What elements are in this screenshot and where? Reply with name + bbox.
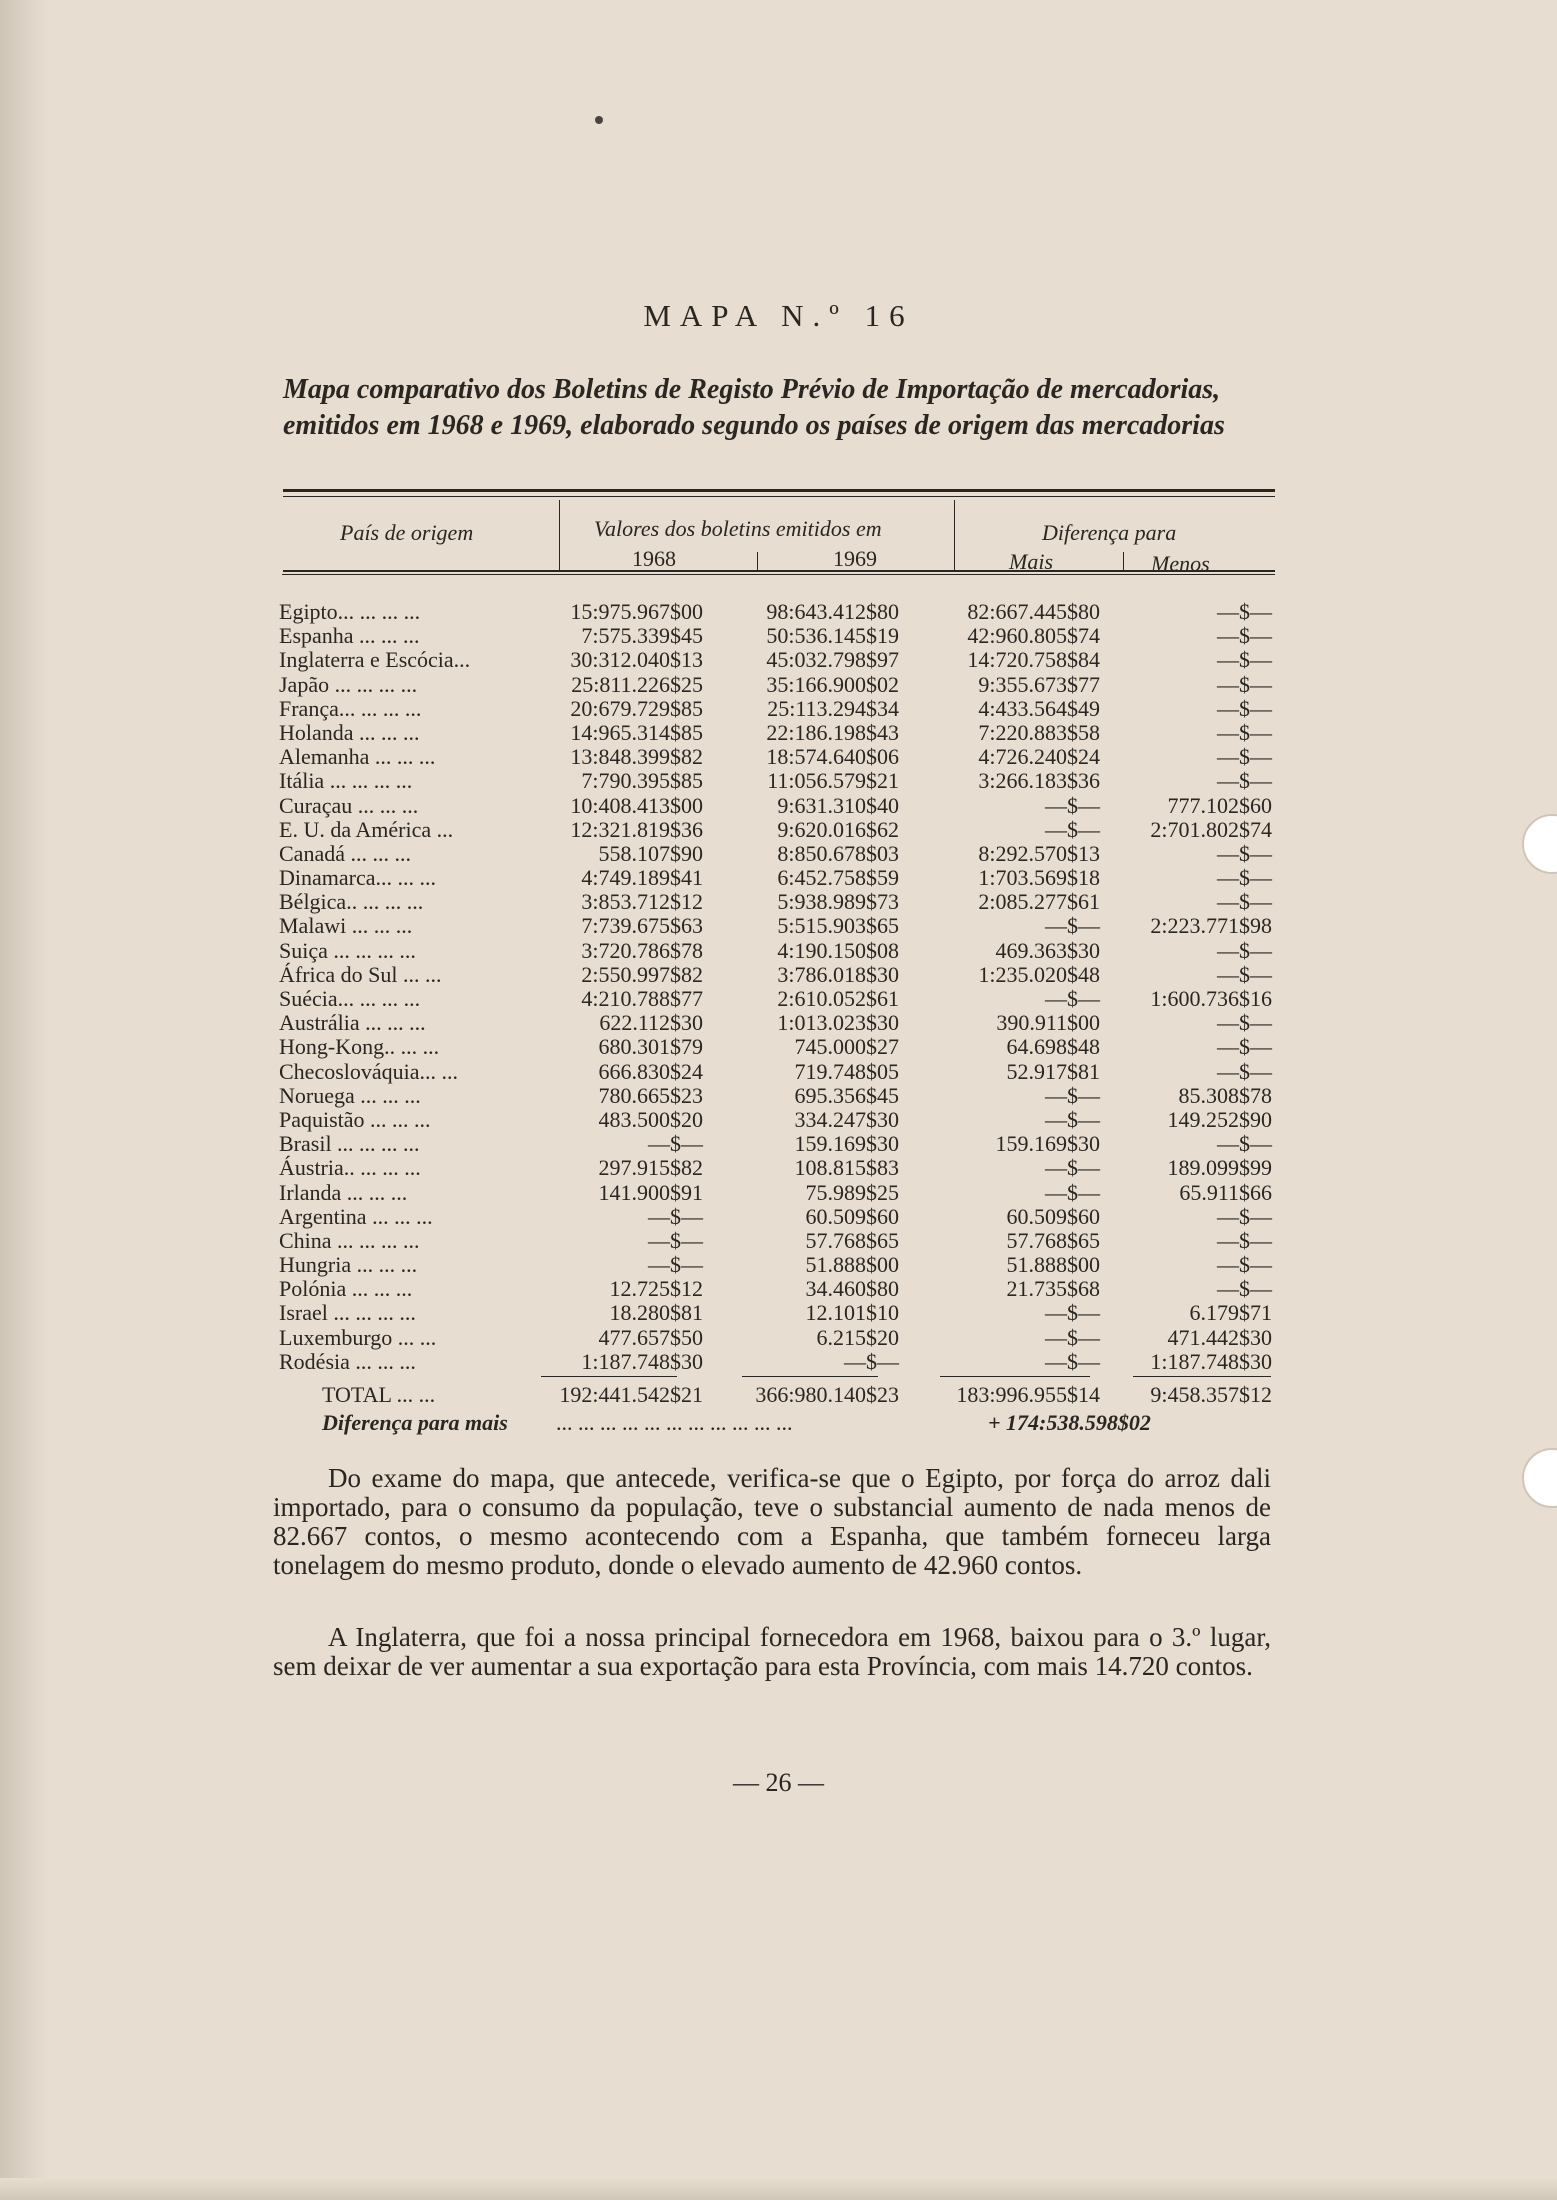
header-mais: Mais (1009, 549, 1053, 574)
value-1969-cell: 4:190.150$08 (777, 937, 899, 963)
total-1969: 366:980.140$23 (755, 1382, 899, 1407)
value-1969-cell: 18:574.640$06 (766, 744, 899, 770)
value-1968-cell: 477.657$50 (598, 1324, 703, 1350)
country-cell: China ... ... ... ... (279, 1227, 420, 1253)
country-cell: Holanda ... ... ... (279, 719, 420, 745)
diff-mais-cell: 42:960.805$74 (967, 623, 1100, 649)
total-mais: 183:996.955$14 (956, 1382, 1100, 1407)
diff-mais-cell: —$— (1045, 1300, 1100, 1326)
diff-menos-cell: 2:223.771$98 (1150, 913, 1272, 939)
value-1968-cell: 25:811.226$25 (571, 671, 703, 697)
diff-mais-cell: 390.911$00 (996, 1010, 1100, 1036)
country-cell: Japão ... ... ... ... (279, 671, 418, 697)
diff-mais-cell: —$— (1045, 913, 1100, 939)
country-cell: Irlanda ... ... ... (279, 1179, 408, 1205)
value-1969-cell: 51.888$00 (805, 1252, 899, 1278)
diff-menos-cell: —$— (1217, 768, 1272, 794)
country-cell: Rodésia ... ... ... (279, 1348, 416, 1374)
value-1968-cell: 4:749.189$41 (581, 865, 703, 891)
diff-menos-cell: 471.442$30 (1167, 1324, 1272, 1350)
diff-mais-cell: —$— (1045, 1324, 1100, 1350)
value-1968-cell: 12.725$12 (609, 1276, 703, 1302)
country-cell: Israel ... ... ... ... (279, 1300, 416, 1326)
value-1969-cell: 108.815$83 (794, 1155, 899, 1181)
diff-menos-cell: —$— (1217, 1252, 1272, 1278)
table-row (0, 624, 1557, 648)
total-rule-mais (940, 1376, 1090, 1377)
diff-menos-cell: 65.911$66 (1179, 1179, 1272, 1205)
header-vrule-years (757, 552, 758, 570)
value-1968-cell: 558.107$90 (598, 840, 703, 866)
country-cell: Luxemburgo ... ... (279, 1324, 437, 1350)
diff-mais-cell: 469.363$30 (995, 937, 1100, 963)
value-1969-cell: 5:515.903$65 (777, 913, 899, 939)
value-1968-cell: 12:321.819$36 (570, 816, 703, 842)
diff-mais-cell: 1:235.020$48 (978, 961, 1100, 987)
value-1969-cell: 25:113.294$34 (767, 695, 899, 721)
country-cell: Checoslováquia... ... (279, 1058, 459, 1084)
table-subtitle: Mapa comparativo dos Boletins de Registo Prévio de Importação de mercadorias, emitidos em 1968 e 1969, elaborado segundo os países de origem das mercadorias (283, 374, 1225, 441)
diff-menos-cell: —$— (1217, 695, 1272, 721)
header-menos: Menos (1151, 551, 1210, 576)
value-1968-cell: —$— (648, 1227, 703, 1253)
difference-label: Diferença para mais (322, 1410, 508, 1435)
country-cell: França... ... ... ... (279, 695, 422, 721)
value-1968-cell: 7:575.339$45 (581, 623, 703, 649)
ink-dot (595, 116, 603, 124)
diff-menos-cell: —$— (1217, 623, 1272, 649)
value-1968-cell: 4:210.788$77 (581, 986, 703, 1011)
country-cell: Suécia... ... ... ... (279, 986, 421, 1011)
value-1968-cell: 780.665$23 (598, 1082, 703, 1108)
table-row (0, 673, 1557, 697)
value-1968-cell: 2:550.997$82 (581, 961, 703, 987)
value-1969-cell: 98:643.412$80 (766, 599, 899, 624)
diff-mais-cell: 60.509$60 (1006, 1203, 1100, 1229)
diff-menos-cell: —$— (1217, 1131, 1272, 1157)
value-1968-cell: 18.280$81 (609, 1300, 703, 1326)
difference-value: + 174:538.598$02 (988, 1410, 1151, 1435)
diff-mais-cell: —$— (1045, 1348, 1100, 1374)
table-row (0, 1156, 1557, 1180)
table-row (0, 1326, 1557, 1350)
diff-mais-cell: 9:355.673$77 (978, 671, 1100, 697)
table-row (0, 866, 1557, 890)
header-year-1968: 1968 (632, 546, 676, 571)
diff-menos-cell: —$— (1217, 1010, 1272, 1036)
value-1969-cell: —$— (844, 1348, 899, 1374)
table-row (0, 1084, 1557, 1108)
country-cell: E. U. da América ... (279, 816, 454, 842)
diff-mais-cell: —$— (1045, 986, 1100, 1011)
country-cell: Itália ... ... ... ... (279, 768, 413, 794)
value-1968-cell: 30:312.040$13 (570, 647, 703, 673)
diff-menos-cell: —$— (1217, 599, 1272, 624)
table-row (0, 648, 1557, 672)
diff-mais-cell: —$— (1045, 1179, 1100, 1205)
diff-mais-cell: 159.169$30 (995, 1131, 1100, 1157)
country-cell: Hong-Kong.. ... ... (279, 1034, 440, 1060)
header-top-rule-thin (283, 496, 1275, 497)
difference-dots: ... ... ... ... ... ... ... ... ... ... ... (556, 1410, 793, 1435)
diff-menos-cell: 85.308$78 (1178, 1082, 1272, 1108)
value-1969-cell: 60.509$60 (805, 1203, 899, 1229)
header-bottom-rule (283, 570, 1275, 572)
country-cell: Curaçau ... ... ... (279, 792, 419, 818)
difference-row (0, 1410, 1557, 1440)
header-values: Valores dos boletins emitidos em (594, 516, 882, 541)
diff-menos-cell: —$— (1217, 1276, 1272, 1302)
table-row (0, 769, 1557, 793)
table-row (0, 1205, 1557, 1229)
diff-menos-cell: 1:187.748$30 (1150, 1348, 1272, 1374)
value-1968-cell: 13:848.399$82 (570, 744, 703, 770)
table-row (0, 721, 1557, 745)
table-row (0, 600, 1557, 624)
diff-menos-cell: 149.252$90 (1167, 1106, 1272, 1132)
map-title: MAPA N.º 16 (643, 298, 914, 333)
value-1969-cell: 12.101$10 (805, 1300, 899, 1326)
country-cell: Egipto... ... ... ... (279, 599, 421, 624)
diff-menos-cell: —$— (1217, 961, 1272, 987)
total-rule-1969 (742, 1376, 878, 1377)
table-row (0, 1301, 1557, 1325)
diff-menos-cell: —$— (1217, 719, 1272, 745)
diff-mais-cell: —$— (1045, 1082, 1100, 1108)
diff-mais-cell: 3:266.183$36 (978, 768, 1100, 794)
table-row (0, 987, 1557, 1011)
table-row (0, 914, 1557, 938)
country-cell: Austrália ... ... ... (279, 1010, 426, 1036)
value-1969-cell: 22:186.198$43 (766, 719, 899, 745)
value-1969-cell: 5:938.989$73 (777, 889, 899, 915)
table-row (0, 1277, 1557, 1301)
total-1968: 192:441.542$21 (559, 1382, 703, 1407)
value-1968-cell: 680.301$79 (598, 1034, 703, 1060)
diff-mais-cell: —$— (1045, 816, 1100, 842)
country-cell: Canadá ... ... ... (279, 840, 411, 866)
table-row (0, 1229, 1557, 1253)
country-cell: Polónia ... ... ... (279, 1276, 413, 1302)
country-cell: Hungria ... ... ... (279, 1252, 418, 1278)
table-row (0, 697, 1557, 721)
total-label: TOTAL ... ... (322, 1382, 436, 1407)
diff-menos-cell: —$— (1217, 671, 1272, 697)
diff-menos-cell: —$— (1217, 647, 1272, 673)
value-1968-cell: 1:187.748$30 (581, 1348, 703, 1374)
value-1968-cell: 14:965.314$85 (570, 719, 703, 745)
diff-menos-cell: —$— (1217, 1203, 1272, 1229)
value-1968-cell: 7:790.395$85 (581, 768, 703, 794)
diff-menos-cell: 6.179$71 (1189, 1300, 1272, 1326)
table-row (0, 1350, 1557, 1374)
table-row (0, 939, 1557, 963)
paragraph-1: Do exame do mapa, que antecede, verifica-se que o Egipto, por força do arroz dali importado, para o consumo da população, teve o substancial aumento de nada menos de 82.667 contos, o mesmo acontecendo com a Espanha, que também forneceu larga tonelagem do mesmo produto, donde o elevado aumento de 42.960 contos. (273, 1463, 1271, 1580)
value-1968-cell: 141.900$91 (598, 1179, 703, 1205)
diff-mais-cell: 7:220.883$58 (978, 719, 1100, 745)
value-1969-cell: 75.989$25 (805, 1179, 899, 1205)
diff-mais-cell: —$— (1045, 1106, 1100, 1132)
paragraph-2: A Inglaterra, que foi a nossa principal fornecedora em 1968, baixou para o 3.º lugar, sem deixar de ver aumentar a sua exportação para esta Província, com mais 14.720 contos. (273, 1622, 1271, 1681)
diff-mais-cell: —$— (1045, 792, 1100, 818)
value-1969-cell: 334.247$30 (794, 1106, 899, 1132)
value-1969-cell: 695.356$45 (794, 1082, 899, 1108)
value-1969-cell: 6:452.758$59 (777, 865, 899, 891)
country-cell: Bélgica.. ... ... ... (279, 889, 424, 915)
value-1969-cell: 50:536.145$19 (766, 623, 899, 649)
country-cell: Suiça ... ... ... ... (279, 937, 416, 963)
value-1968-cell: 666.830$24 (598, 1058, 703, 1084)
value-1969-cell: 719.748$05 (794, 1058, 899, 1084)
diff-menos-cell: —$— (1217, 744, 1272, 770)
table-row (0, 818, 1557, 842)
diff-menos-cell: —$— (1217, 1034, 1272, 1060)
totals-row (0, 1382, 1557, 1412)
diff-mais-cell: 4:433.564$49 (978, 695, 1100, 721)
value-1968-cell: 20:679.729$85 (570, 695, 703, 721)
diff-mais-cell: 64.698$48 (1006, 1034, 1100, 1060)
table-row (0, 1253, 1557, 1277)
diff-mais-cell: 51.888$00 (1006, 1252, 1100, 1278)
country-cell: Noruega ... ... ... (279, 1082, 421, 1108)
country-cell: Brasil ... ... ... ... (279, 1131, 420, 1157)
table-row (0, 1060, 1557, 1084)
diff-menos-cell: —$— (1217, 1227, 1272, 1253)
total-rule-1968 (541, 1376, 677, 1377)
header-difference: Diferença para (1042, 520, 1177, 545)
value-1968-cell: 15:975.967$00 (570, 599, 703, 624)
value-1969-cell: 45:032.798$97 (766, 647, 899, 673)
diff-menos-cell: 189.099$99 (1167, 1155, 1272, 1181)
table-row (0, 890, 1557, 914)
diff-mais-cell: 21.735$68 (1006, 1276, 1100, 1302)
country-cell: Áustria.. ... ... ... (279, 1155, 421, 1181)
diff-menos-cell: —$— (1217, 865, 1272, 891)
value-1968-cell: 7:739.675$63 (581, 913, 703, 939)
value-1969-cell: 8:850.678$03 (777, 840, 899, 866)
diff-menos-cell: —$— (1217, 1058, 1272, 1084)
country-cell: Dinamarca... ... ... (279, 865, 436, 891)
table-row (0, 794, 1557, 818)
punch-hole-bottom (1522, 1448, 1557, 1508)
total-menos: 9:458.357$12 (1150, 1382, 1272, 1407)
diff-mais-cell: 57.768$65 (1006, 1227, 1100, 1253)
value-1969-cell: 2:610.052$61 (777, 986, 899, 1011)
table-row (0, 1035, 1557, 1059)
page-bottom-edge (0, 2178, 1557, 2200)
diff-mais-cell: —$— (1045, 1155, 1100, 1181)
header-vrule-1 (559, 500, 560, 570)
table-body (0, 600, 1557, 1374)
value-1969-cell: 3:786.018$30 (777, 961, 899, 987)
country-cell: Malawi ... ... ... (279, 913, 413, 939)
country-cell: Alemanha ... ... ... (279, 744, 436, 770)
value-1969-cell: 159.169$30 (794, 1131, 899, 1157)
diff-mais-cell: 4:726.240$24 (978, 744, 1100, 770)
total-rule-menos (1133, 1376, 1271, 1377)
value-1969-cell: 34.460$80 (805, 1276, 899, 1302)
table-row (0, 745, 1557, 769)
country-cell: Espanha ... ... ... (279, 623, 420, 649)
diff-menos-cell: 1:600.736$16 (1150, 986, 1272, 1011)
value-1969-cell: 35:166.900$02 (766, 671, 899, 697)
diff-mais-cell: 1:703.569$18 (978, 865, 1100, 891)
diff-mais-cell: 2:085.277$61 (978, 889, 1100, 915)
value-1968-cell: 10:408.413$00 (570, 792, 703, 818)
country-cell: Argentina ... ... ... (279, 1203, 433, 1229)
table-row (0, 1132, 1557, 1156)
diff-mais-cell: 8:292.570$13 (978, 840, 1100, 866)
value-1969-cell: 9:631.310$40 (777, 792, 899, 818)
table-row (0, 1108, 1557, 1132)
value-1968-cell: 483.500$20 (598, 1106, 703, 1132)
header-year-1969: 1969 (833, 546, 877, 571)
table-row (0, 842, 1557, 866)
table-row (0, 1181, 1557, 1205)
country-cell: Paquistão ... ... ... (279, 1106, 431, 1132)
header-vrule-2 (954, 500, 955, 570)
diff-menos-cell: 2:701.802$74 (1150, 816, 1272, 842)
value-1968-cell: 297.915$82 (598, 1155, 703, 1181)
diff-menos-cell: —$— (1217, 937, 1272, 963)
value-1968-cell: —$— (648, 1203, 703, 1229)
value-1969-cell: 1:013.023$30 (777, 1010, 899, 1036)
diff-mais-cell: 52.917$81 (1006, 1058, 1100, 1084)
country-cell: Inglaterra e Escócia... (279, 647, 471, 673)
value-1968-cell: 622.112$30 (599, 1010, 703, 1036)
value-1969-cell: 9:620.016$62 (777, 816, 899, 842)
diff-mais-cell: 82:667.445$80 (967, 599, 1100, 624)
diff-menos-cell: —$— (1217, 840, 1272, 866)
country-cell: África do Sul ... ... (279, 961, 442, 987)
header-vrule-diff (1123, 552, 1124, 570)
value-1969-cell: 6.215$20 (816, 1324, 899, 1350)
value-1969-cell: 57.768$65 (805, 1227, 899, 1253)
value-1968-cell: 3:853.712$12 (581, 889, 703, 915)
value-1968-cell: 3:720.786$78 (581, 937, 703, 963)
table-row (0, 963, 1557, 987)
header-top-rule (283, 489, 1275, 492)
value-1968-cell: —$— (648, 1131, 703, 1157)
table-row (0, 1011, 1557, 1035)
value-1969-cell: 11:056.579$21 (767, 768, 899, 794)
value-1969-cell: 745.000$27 (794, 1034, 899, 1060)
header-bottom-rule-thin (282, 574, 1275, 575)
page-number: — 26 — (733, 1768, 824, 1797)
value-1968-cell: —$— (648, 1252, 703, 1278)
diff-menos-cell: —$— (1217, 889, 1272, 915)
header-country: País de origem (340, 520, 474, 545)
diff-menos-cell: 777.102$60 (1167, 792, 1272, 818)
diff-mais-cell: 14:720.758$84 (967, 647, 1100, 673)
